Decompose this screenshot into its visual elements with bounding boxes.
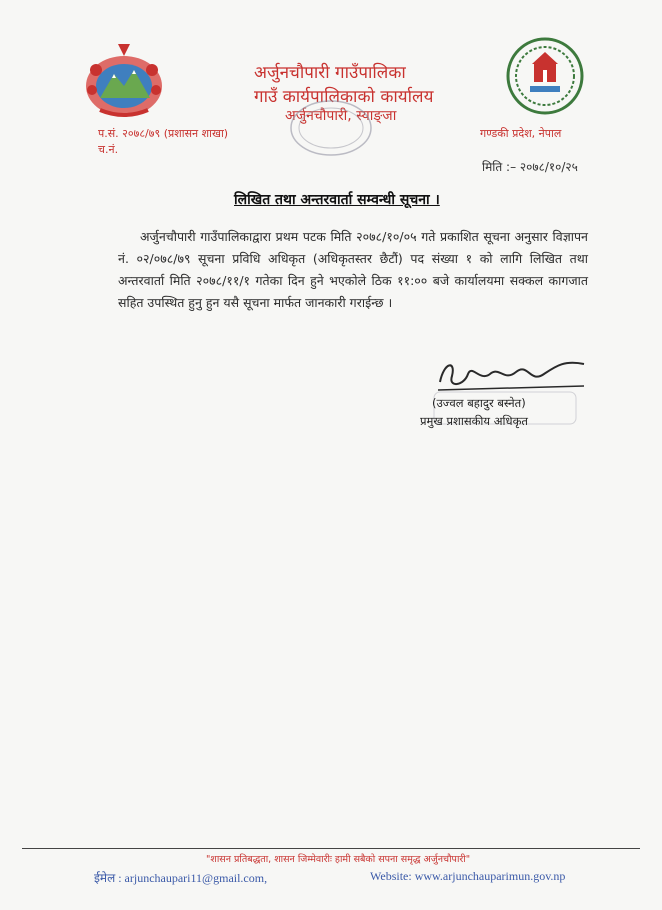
notice-heading: लिखित तथा अन्तरवार्ता सम्वन्धी सूचना ।: [234, 192, 440, 208]
office-title-line1: अर्जुनचौपारी गाउँपालिका: [254, 63, 406, 83]
chalani-number: च.नं.: [98, 143, 119, 156]
office-title-line2: गाउँ कार्यपालिकाको कार्यालय: [254, 87, 434, 107]
signatory-title: प्रमुख प्रशासकीय अधिकृत: [420, 414, 528, 428]
footer-divider: [22, 848, 640, 849]
municipality-logo-icon: [504, 36, 586, 116]
footer-email[interactable]: ईमेल : arjunchaupari11@gmail.com,: [94, 871, 268, 885]
footer-website[interactable]: Website: www.arjunchauparimun.gov.np: [370, 869, 566, 883]
office-stamp-icon: [286, 98, 376, 158]
office-title-line3: अर्जुनचौपारी, स्याङ्जा: [285, 108, 397, 124]
signatory-name: (उज्वल बहादुर बस्नेत): [432, 396, 526, 410]
notice-body: अर्जुनचौपारी गाउँपालिकाद्वारा प्रथम पटक मिति २०७८/१०/०५ गते प्रकाशित सूचना अनुसार विज्ञापन नं. ०२/०७८/७९ सूचना प्रविधि अधिकृत (अधिकृतस्तर छैटौं) पद संख्या १ को लागि लिखित तथा अन्तरवार्ता मिति २०७८/११/१ गतेका दिन हुने भएकोले ठिक ११:०० बजे कार्यालयमा सक्कल कागजात सहित उपस्थित हुनु हुन यसै सूचना मार्फत जानकारी गराईन्छ ।: [118, 229, 588, 310]
footer-motto: "शासन प्रतिबद्धता, शासन जिम्मेवारीः हामी सबैको सपना समृद्ध अर्जुनचौपारी": [206, 854, 471, 865]
province-label: गण्डकी प्रदेश, नेपाल: [480, 127, 562, 140]
notice-date: मिति :– २०७८/१०/२५: [482, 160, 578, 174]
nepal-emblem-icon: [78, 40, 170, 120]
reference-number: प.सं. २०७८/७९ (प्रशासन शाखा): [98, 127, 229, 140]
